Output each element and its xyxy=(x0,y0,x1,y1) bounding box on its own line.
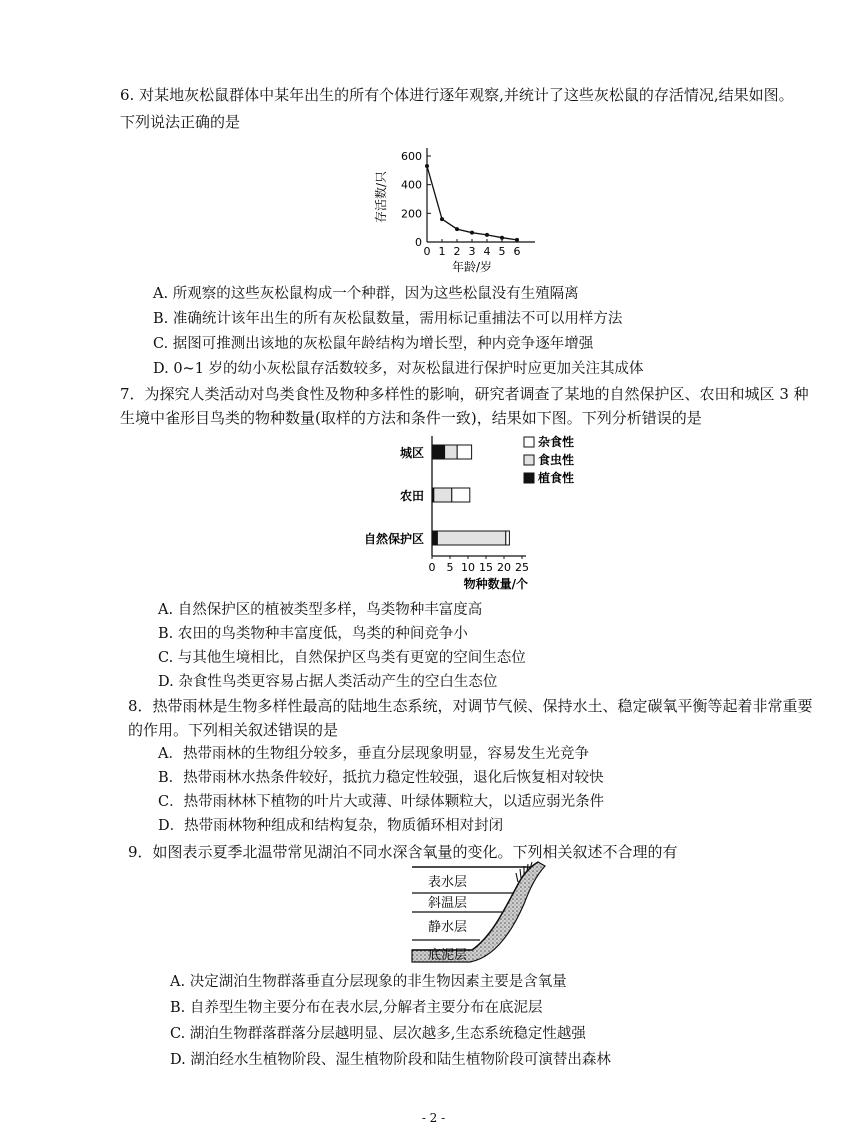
layer-label-still-water: 静水层 xyxy=(428,920,468,935)
q6-stem-line2: 下列说法正确的是 xyxy=(120,113,241,131)
q6-option-c: C. 据图可推测出该地的灰松鼠年龄结构为增长型，种内竞争逐年增强 xyxy=(153,336,594,352)
legend-label: 食虫性 xyxy=(538,453,575,467)
q9-option-d: D. 湖泊经水生植物阶段、湿生植物阶段和陆生植物阶段可演替出森林 xyxy=(170,1052,611,1068)
bar-segment xyxy=(506,531,510,545)
page-number: - 2 - xyxy=(421,1111,446,1125)
category-label: 农田 xyxy=(399,489,424,503)
legend-label: 杂食性 xyxy=(538,435,575,449)
lake-layers-diagram xyxy=(400,858,560,968)
x-tick-label: 1 xyxy=(438,245,446,258)
x-tick-label: 4 xyxy=(483,245,491,258)
y-tick-label: 400 xyxy=(401,178,422,192)
q8-option-c: C．热带雨林林下植物的叶片大或薄、叶绿体颗粒大，以适应弱光条件 xyxy=(158,794,605,810)
q8-option-a: A．热带雨林的生物组分较多，垂直分层现象明显，容易发生光竞争 xyxy=(158,746,589,762)
bar-segment xyxy=(457,445,471,459)
q6-option-a: A. 所观察的这些灰松鼠构成一个种群，因为这些松鼠没有生殖隔离 xyxy=(153,286,579,302)
category-label: 城区 xyxy=(399,446,424,460)
data-point xyxy=(455,227,459,231)
data-point xyxy=(470,231,474,235)
bar-segment xyxy=(437,531,505,545)
q7-stem-line1: 7．为探究人类活动对鸟类食性及物种多样性的影响，研究者调查了某地的自然保护区、农田和城区 3 种 xyxy=(120,385,809,403)
legend-swatch xyxy=(524,437,534,447)
x-tick-label: 20 xyxy=(497,561,511,574)
survival-line-chart xyxy=(355,140,585,278)
x-tick-label: 0 xyxy=(423,245,431,258)
layer-label-sediment: 底泥层 xyxy=(428,948,468,963)
bar-segment xyxy=(434,488,452,502)
x-tick-label: 3 xyxy=(468,245,476,258)
data-point xyxy=(425,164,429,168)
q7-option-a: A. 自然保护区的植被类型多样，鸟类物种丰富度高 xyxy=(158,602,483,618)
y-tick-label: 200 xyxy=(401,207,422,221)
category-label: 自然保护区 xyxy=(363,532,424,546)
bird-species-bar-chart xyxy=(350,432,600,594)
x-tick-label: 6 xyxy=(513,245,521,258)
q9-option-b: B. 自养型生物主要分布在表水层,分解者主要分布在底泥层 xyxy=(170,1000,543,1016)
q6-option-d: D. 0~1 岁的幼小灰松鼠存活数较多，对灰松鼠进行保护时应更加关注其成体 xyxy=(153,361,644,377)
data-point xyxy=(485,233,489,237)
q6-stem-line1: 6. 对某地灰松鼠群体中某年出生的所有个体进行逐年观察,并统计了这些灰松鼠的存活情况,结果如图。 xyxy=(120,86,794,104)
bar-segment xyxy=(432,445,445,459)
q7-option-b: B. 农田的鸟类物种丰富度低，鸟类的种间竞争小 xyxy=(158,626,468,642)
x-tick-label: 5 xyxy=(498,245,506,258)
x-tick-label: 0 xyxy=(428,561,436,574)
q8-stem-line2: 的作用。下列相关叙述错误的是 xyxy=(128,721,339,739)
y-axis-label: 存活数/只 xyxy=(374,170,388,224)
q8-option-b: B．热带雨林水热条件较好，抵抗力稳定性较强，退化后恢复相对较快 xyxy=(158,770,604,786)
q7-stem-line2: 生境中雀形目鸟类的物种数量(取样的方法和条件一致)，结果如下图。下列分析错误的是 xyxy=(120,409,702,427)
legend-swatch xyxy=(524,473,534,483)
q9-option-c: C. 湖泊生物群落群落分层越明显、层次越多,生态系统稳定性越强 xyxy=(170,1026,586,1042)
x-tick-label: 10 xyxy=(461,561,475,574)
legend-label: 植食性 xyxy=(538,471,575,485)
data-point xyxy=(500,236,504,240)
q8-option-d: D．热带雨林物种组成和结构复杂，物质循环相对封闭 xyxy=(158,818,504,834)
bar-segment xyxy=(432,531,437,545)
data-point xyxy=(515,238,519,242)
x-axis-label: 年龄/岁 xyxy=(451,260,493,274)
x-tick-label: 5 xyxy=(446,561,454,574)
q9-option-a: A. 决定湖泊生物群落垂直分层现象的非生物因素主要是含氧量 xyxy=(170,974,567,990)
q9-stem: 9．如图表示夏季北温带常见湖泊不同水深含氧量的变化。下列相关叙述不合理的有 xyxy=(128,843,678,861)
q7-option-d: D. 杂食性鸟类更容易占据人类活动产生的空白生态位 xyxy=(158,674,498,690)
data-point xyxy=(440,217,444,221)
bar-segment xyxy=(445,445,458,459)
y-tick-label: 0 xyxy=(415,236,422,249)
y-tick-label: 600 xyxy=(401,150,422,163)
layer-label-thermocline: 斜温层 xyxy=(428,896,468,911)
bar-segment xyxy=(452,488,470,502)
x-tick-label: 2 xyxy=(453,245,461,258)
x-tick-label: 15 xyxy=(479,561,493,574)
x-axis-label: 物种数量/个 xyxy=(463,577,528,591)
legend-swatch xyxy=(524,455,534,465)
q7-option-c: C. 与其他生境相比，自然保护区鸟类有更宽的空间生态位 xyxy=(158,650,526,666)
x-tick-label: 25 xyxy=(515,561,529,574)
survival-line xyxy=(427,166,517,240)
q8-stem-line1: 8．热带雨林是生物多样性最高的陆地生态系统，对调节气候、保持水土、稳定碳氧平衡等起着非常重要 xyxy=(128,697,813,715)
q6-option-b: B. 准确统计该年出生的所有灰松鼠数量，需用标记重捕法不可以用样方法 xyxy=(153,311,623,327)
layer-label-surface: 表水层 xyxy=(428,875,468,890)
